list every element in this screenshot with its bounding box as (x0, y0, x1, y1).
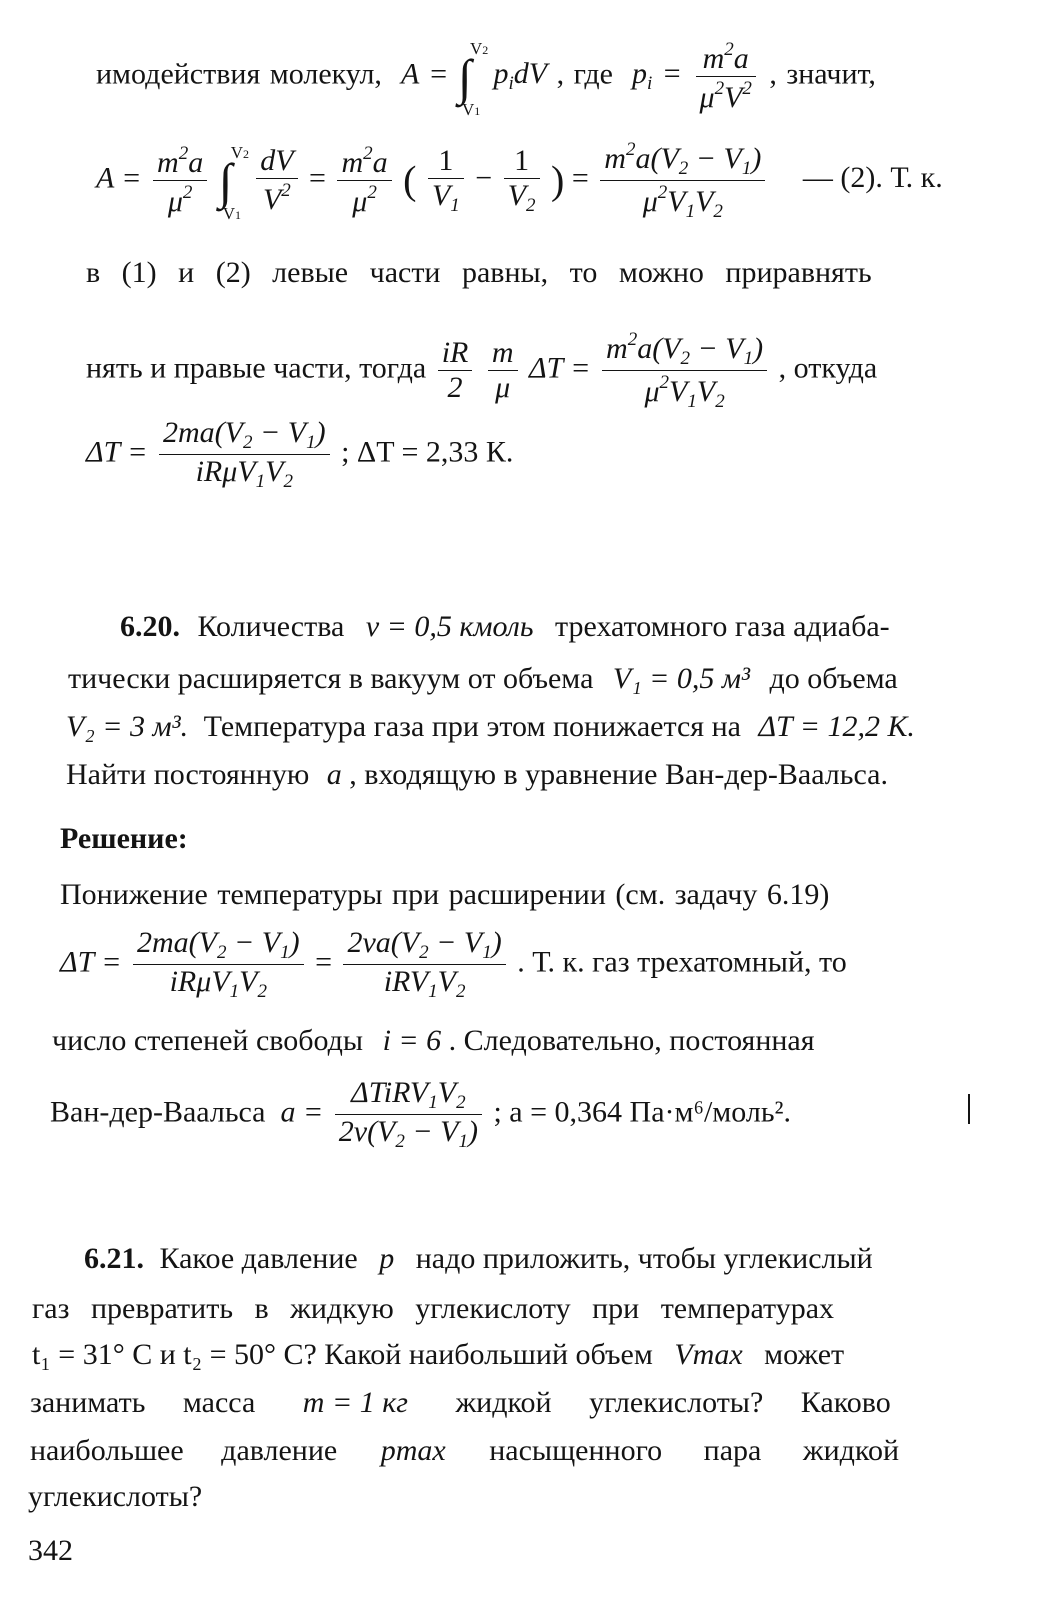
p620-v2: V₂ = 3 м³. (66, 710, 189, 743)
fraction-iR-2: $\frac{iR}{2}$ (438, 338, 473, 403)
integral-sign: ∫ V1 V2 (457, 38, 489, 119)
p621-text-l1: Какое давление (159, 1242, 358, 1275)
p620-text-l2-tail: до объема (769, 662, 898, 695)
formula-line-dT: ΔT = $\frac{2ma(V_2 - V_1)}{iR\mu V_1V_2}$ ; ΔT = 2,33 К. (86, 416, 514, 492)
p621-line-6: углекислоты? (28, 1480, 203, 1513)
text-where: , где (556, 57, 613, 91)
p620-s3: число степеней свободы (52, 1024, 364, 1057)
text-eq2: — (2). Т. к. (802, 161, 943, 195)
fraction-m2a-mu2-b: $\frac{m^2a}{\mu^2}$ (337, 144, 391, 217)
fraction-dT-nu: $\frac{2\nu a(V_2 - V_1)}{iRV_1V_2}$ (343, 928, 505, 1001)
p620-line-3 (66, 712, 915, 742)
p620-line-1 (120, 612, 890, 642)
fraction-m2a-mu2: $\frac{m^2a}{\mu^2}$ (153, 144, 207, 217)
fraction-1-v1: $\frac{1}{V_1}$ (428, 146, 464, 215)
formula-A: A = (391, 57, 449, 91)
p620-a: a (326, 758, 342, 791)
p620-s4-result: ; a = 0,364 Па·м⁶/моль². (493, 1095, 792, 1129)
p621-p: p (379, 1242, 395, 1275)
formula-integrand: $p_idV$ (493, 57, 548, 95)
p620-s4: Ван-дер-Ваальса (50, 1095, 266, 1129)
p620-solution-formula: ΔT = $\frac{2ma(V_2 - V_1)}{iR\mu V_1V_2}$ = $\frac{2\nu a(V_2 - V_1)}{iRV_1V_2}$ . Т. к. газ трехатомный, то (60, 926, 847, 1002)
formula-line-equate: нять и правые части, тогда $\frac{iR}{2}$ $\frac{m}{\mu}$ ΔT = $\frac{m^2a(V_2 - V_1)}{\mu^2V_1V_2}$ , откуда (86, 329, 878, 412)
p621-line-2: газ превратить в жидкую углекислоту при температурах (32, 1292, 835, 1325)
p620-line-4 (66, 760, 888, 790)
formula-line-work (96, 38, 876, 119)
p621-text-l3-tail: может (764, 1338, 845, 1371)
page-number: 342 (28, 1534, 73, 1567)
p621-line-1 (84, 1244, 873, 1274)
p620-text-l4: Найти постоянную (66, 758, 310, 791)
p620-text-b: трехатомного газа адиаба- (555, 610, 890, 643)
p621-line-5 (30, 1436, 899, 1466)
p621-text-l5-tail: насыщенного пара жидкой (489, 1434, 899, 1467)
formula-line-integral: A = $\frac{m^2a}{\mu^2}$ ∫ V1 V2 $\frac{dV}{V^2}$ = $\frac{m^2a}{\mu^2}$ ( $\frac{1}{V_1}$ − $\frac{1}{V_2}$ ) = $\frac{m^2a(V_2 - V_1)}{\mu^2V_1V_2}$ — (2). Т. к. (96, 139, 943, 223)
p620-dt: ΔT = 12,2 К. (758, 710, 915, 743)
p621-vmax: Vmax (674, 1338, 743, 1371)
p620-text-l3: Температура газа при этом понижается на (203, 710, 741, 743)
fraction-1-v2: $\frac{1}{V_2}$ (504, 146, 540, 215)
problem-number-621: 6.21. (84, 1242, 144, 1275)
p620-solution-line-3 (52, 1026, 815, 1056)
fraction-dT-2: $\frac{2ma(V_2 - V_1)}{iR\mu V_1V_2}$ (133, 928, 304, 1001)
p620-s3-tail: . Следовательно, постоянная (448, 1024, 815, 1057)
text-intro: имодействия молекул, (96, 57, 382, 91)
solution-label: Решение (60, 822, 178, 855)
p620-text-l4-tail: , входящую в уравнение Ван-дер-Ваальса. (349, 758, 888, 791)
p620-s2-tail: . Т. к. газ трехатомный, то (517, 945, 847, 979)
text-dT-result: ; ΔT = 2,33 К. (341, 435, 514, 469)
p620-nu: ν = 0,5 кмоль (365, 610, 534, 643)
p621-text-l4: занимать масса (30, 1386, 256, 1419)
fraction-a: $\frac{\Delta TiRV_1V_2}{2\nu(V_2 - V_1)}$ (335, 1078, 482, 1151)
text-line-3: в (1) и (2) левые части равны, то можно приравнять (86, 256, 872, 289)
p620-line-2 (68, 664, 898, 694)
problem-number-620: 6.20. (120, 610, 180, 643)
fraction-work-result: $\frac{m^2a(V_2 - V_1)}{\mu^2V_1V_2}$ (600, 140, 765, 221)
p621-text-l5: наибольшее давление (30, 1434, 338, 1467)
p621-line-4 (30, 1388, 891, 1418)
fraction-pi: $\frac{m^2a}{\mu^2V^2}$ (696, 40, 756, 113)
p621-text-l4-tail: жидкой углекислоты? Каково (455, 1386, 891, 1419)
p620-solution-line-4: Ван-дер-Ваальса a = $\frac{\Delta TiRV_1V_2}{2\nu(V_2 - V_1)}$ ; a = 0,364 Па·м⁶/моль². (50, 1076, 792, 1152)
fraction-dT: $\frac{2ma(V_2 - V_1)}{iR\mu V_1V_2}$ (159, 418, 330, 491)
p620-i: i = 6 (382, 1024, 442, 1057)
fraction-m-mu: $\frac{m}{\mu}$ (488, 338, 518, 403)
p620-v1: V₁ = 0,5 м³ (612, 662, 751, 695)
formula-pi: $p_i$ = (622, 57, 682, 95)
p620-text-l2: тически расширяется в вакуум от объема (68, 662, 594, 695)
p621-line-3 (32, 1340, 844, 1370)
text-whence: , откуда (778, 351, 878, 385)
p621-pmax: pmax (380, 1434, 446, 1467)
p621-text-l3: t₁ = 31° С и t₂ = 50° С? Какой наибольший объем (32, 1338, 653, 1371)
p621-text-l1-tail: надо приложить, чтобы углекислый (415, 1242, 873, 1275)
fraction-equate-rhs: $\frac{m^2a(V_2 - V_1)}{\mu^2V_1V_2}$ (602, 330, 767, 411)
integral-sign-2: ∫ V1 V2 (218, 142, 249, 223)
p621-m: m = 1 кг (302, 1386, 408, 1419)
margin-mark (968, 1094, 970, 1124)
text-line-4: нять и правые части, тогда (86, 351, 427, 385)
solution-heading: Решение: (60, 822, 188, 855)
text-so: , значит, (769, 57, 876, 91)
fraction-dv-v2: $\frac{dV}{V^2}$ (256, 146, 297, 215)
p620-text-a: Количества (197, 610, 345, 643)
p620-solution-line-1: Понижение температуры при расширении (см. задачу 6.19) (60, 878, 830, 911)
